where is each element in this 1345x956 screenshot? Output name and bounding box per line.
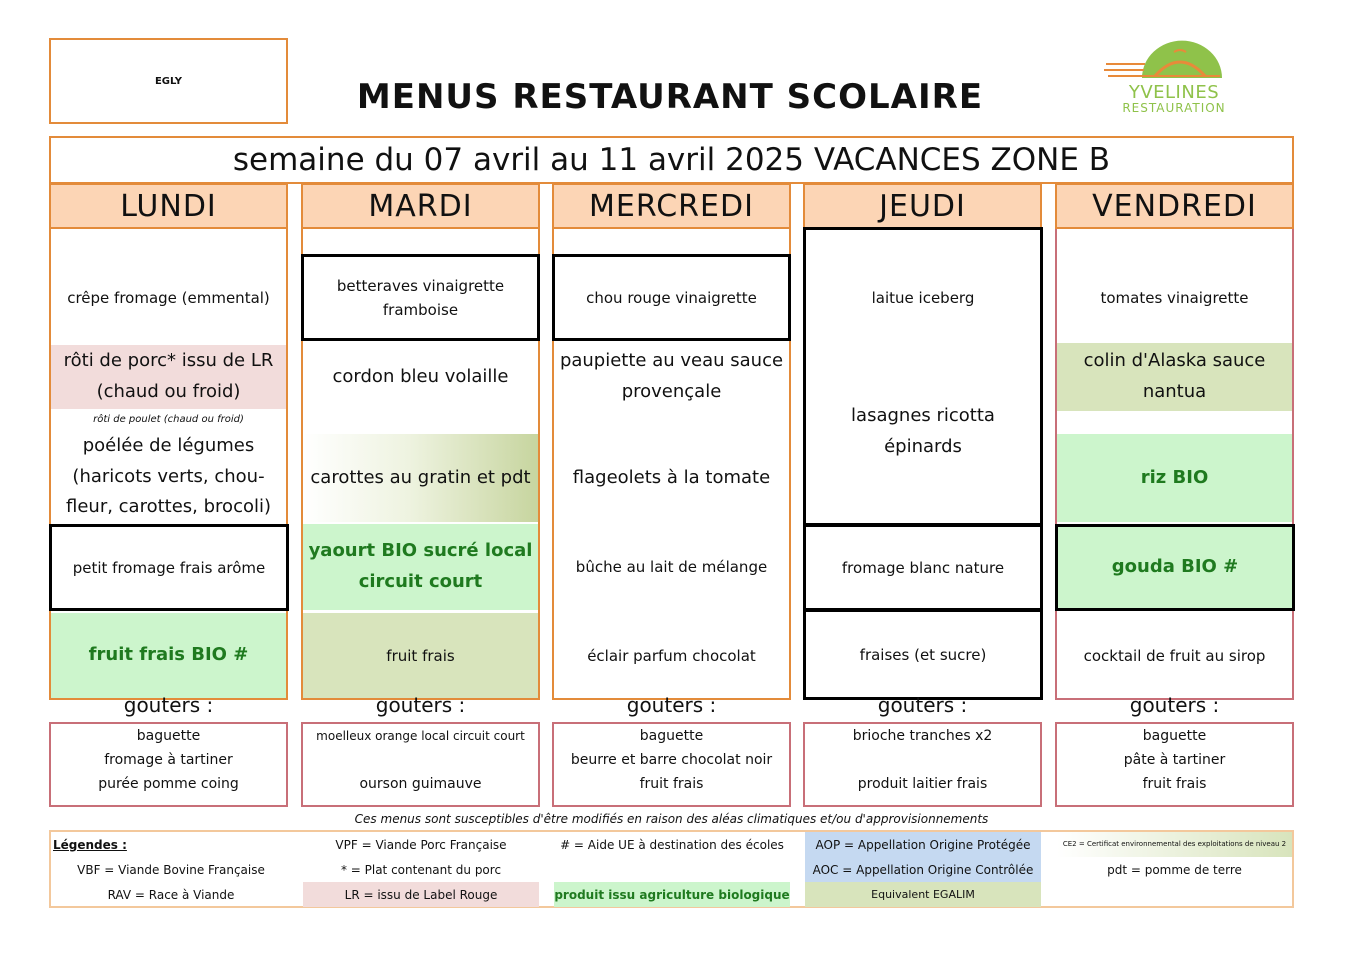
goute-item: baguette (639, 728, 704, 744)
mercredi-starter: chou rouge vinaigrette (552, 254, 791, 341)
legend-aop: AOP = Appellation Origine Protégée (805, 832, 1041, 857)
goute-item: ourson guimauve (359, 776, 482, 792)
legend-title: Légendes : (53, 837, 127, 852)
page-title: MENUS RESTAURANT SCOLAIRE (356, 77, 984, 117)
goute-box-mardi (301, 722, 540, 807)
mercredi-dessert: éclair parfum chocolat (587, 646, 756, 665)
goute-label-lundi: gouters : (123, 693, 214, 717)
jeudi-dessert: fraises (et sucre) (803, 609, 1043, 700)
goute-label-vendredi: gouters : (1129, 693, 1220, 717)
goute-item: pâte à tartiner (1123, 752, 1226, 768)
legend-egalim: Equivalent EGALIM (805, 882, 1041, 907)
legend-vbf: VBF = Viande Bovine Française (77, 862, 265, 877)
mardi-main: cordon bleu volaille (332, 365, 509, 387)
disclaimer: Ces menus sont susceptibles d'être modifiés en raison des aléas climatiques et/ou d'approvisionnements (354, 812, 989, 826)
goute-item: fromage à tartiner (104, 752, 233, 768)
goute-box-mercredi (552, 722, 791, 807)
school-name: EGLY (154, 75, 183, 87)
goute-label-mercredi: gouters : (626, 693, 717, 717)
goute-box-vendredi (1055, 722, 1294, 807)
jeudi-main: lasagnes ricotta épinards (851, 405, 995, 457)
day-header-jeudi: JEUDI (803, 183, 1042, 229)
goute-label-mardi: gouters : (375, 693, 466, 717)
goute-item: moelleux orange local circuit court (316, 729, 525, 743)
lundi-alternative: rôti de poulet (chaud ou froid) (93, 413, 244, 425)
mardi-side: carottes au gratin et pdt (303, 434, 538, 522)
vendredi-dessert: cocktail de fruit au sirop (1083, 646, 1266, 665)
mercredi-main: paupiette au veau sauce provençale (559, 350, 784, 402)
goute-item: brioche tranches x2 (852, 728, 993, 744)
lundi-side: poélée de légumes (haricots verts, chou-fleur, carottes, brocoli) (66, 434, 271, 518)
goute-item: baguette (136, 728, 201, 744)
day-header-lundi: LUNDI (49, 183, 288, 229)
week-banner: semaine du 07 avril au 11 avril 2025 VACANCES ZONE B (49, 136, 1294, 184)
legend-aoc: AOC = Appellation Origine Contrôlée (805, 857, 1041, 882)
legend-rav: RAV = Race à Viande (107, 887, 235, 902)
jeudi-starter: laitue iceberg (871, 289, 975, 307)
goute-label-jeudi: gouters : (877, 693, 968, 717)
legend-label-rouge: LR = issu de Label Rouge (303, 882, 539, 907)
mercredi-dairy: bûche au lait de mélange (575, 558, 768, 576)
goute-box-lundi (49, 722, 288, 807)
goute-item: produit laitier frais (857, 776, 988, 792)
vendredi-dairy: gouda BIO # (1055, 524, 1295, 611)
jeudi-dairy: fromage blanc nature (803, 524, 1043, 611)
mardi-starter: betteraves vinaigrette framboise (301, 254, 540, 341)
mardi-dairy: yaourt BIO sucré local circuit court (303, 524, 538, 610)
legend-pdt: pdt = pomme de terre (1107, 862, 1242, 877)
legend-porc: * = Plat contenant du porc (340, 862, 502, 877)
goute-item: purée pomme coing (98, 776, 239, 792)
goute-box-jeudi (803, 722, 1042, 807)
legend-bio: produit issu agriculture biologique (554, 882, 790, 907)
goute-item: beurre et barre chocolat noir (570, 752, 773, 768)
school-name-box (49, 38, 288, 124)
goute-item: baguette (1142, 728, 1207, 744)
lundi-dessert: fruit frais BIO # (51, 613, 286, 698)
vendredi-starter: tomates vinaigrette (1100, 289, 1249, 307)
day-header-mardi: MARDI (301, 183, 540, 229)
logo-text: YVELINES (1128, 82, 1220, 103)
vendredi-side: riz BIO (1057, 434, 1292, 522)
goute-item (303, 748, 538, 772)
lundi-dairy: petit fromage frais arôme (49, 524, 289, 611)
mercredi-side: flageolets à la tomate (572, 466, 771, 488)
day-header-vendredi: VENDREDI (1055, 183, 1294, 229)
logo-subtext: RESTAURATION (1122, 101, 1226, 115)
lundi-main: rôti de porc* issu de LR (chaud ou froid) (51, 345, 286, 409)
goute-item (805, 748, 1040, 772)
legend (49, 830, 1294, 908)
legend-ce2: CE2 = Certificat environnemental des exploitations de niveau 2 (1057, 832, 1292, 857)
day-header-mercredi: MERCREDI (552, 183, 791, 229)
vendredi-main: colin d'Alaska sauce nantua (1057, 343, 1292, 411)
goute-item: fruit frais (639, 776, 704, 792)
mardi-dessert: fruit frais (303, 613, 538, 698)
legend-vpf: VPF = Viande Porc Française (335, 837, 507, 852)
goute-item: fruit frais (1142, 776, 1207, 792)
lundi-starter: crêpe fromage (emmental) (67, 289, 270, 307)
legend-aide-ue: # = Aide UE à destination des écoles (560, 837, 784, 852)
